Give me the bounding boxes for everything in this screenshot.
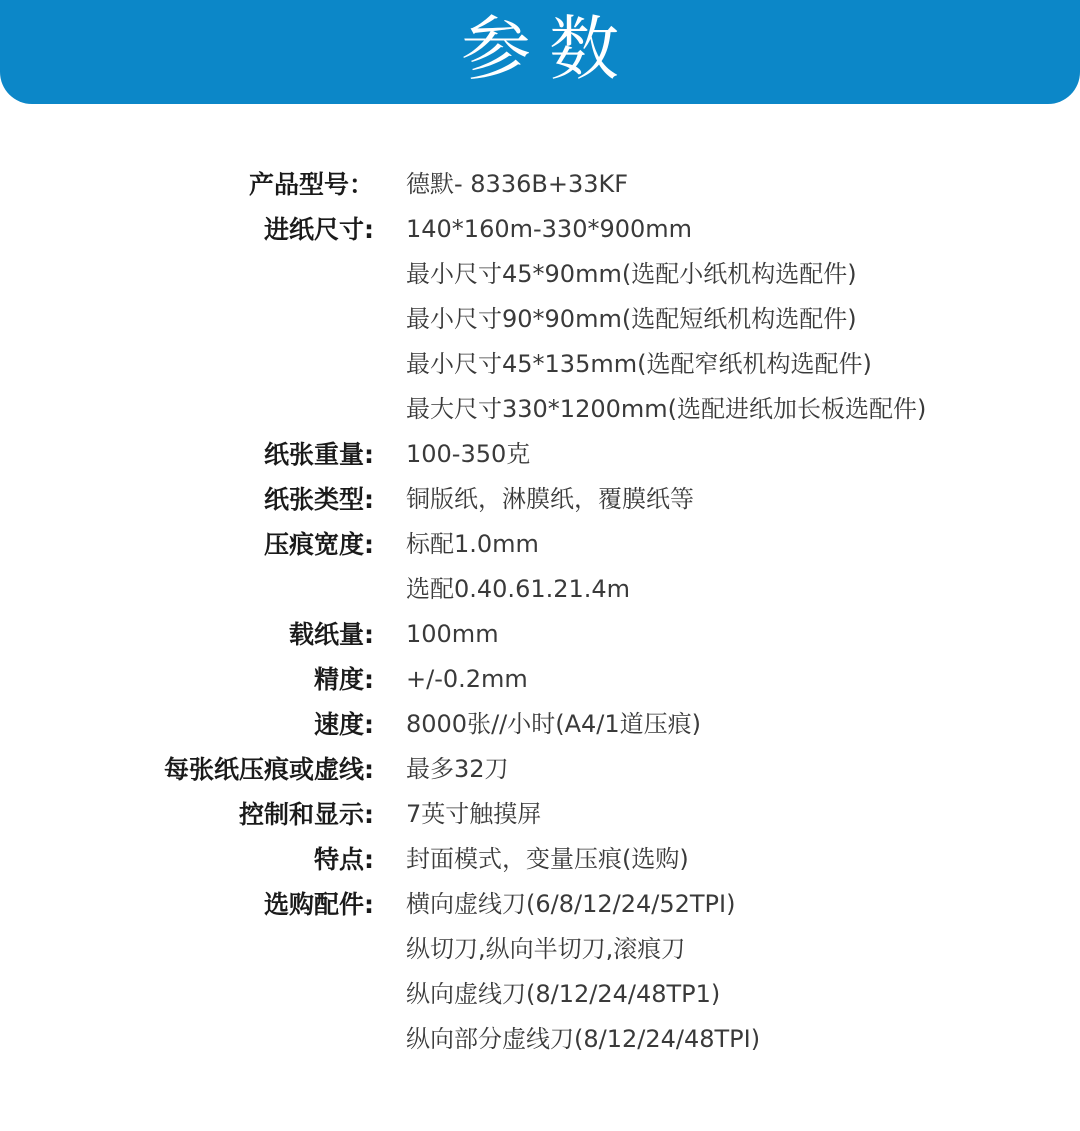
spec-label: 特点: xyxy=(314,845,374,874)
spec-label: 选购配件: xyxy=(264,890,374,919)
spec-values xyxy=(406,882,1080,1062)
spec-label: 精度: xyxy=(314,665,374,694)
spec-label: 压痕宽度: xyxy=(264,530,374,559)
page-title: 参数 xyxy=(461,8,637,90)
spec-value: 100-350克 xyxy=(406,440,531,468)
spec-value: 最大尺寸330*1200mm(选配进纸加长板选配件) xyxy=(406,395,927,423)
spec-row xyxy=(0,747,1080,792)
spec-row xyxy=(0,702,1080,747)
spec-row xyxy=(0,882,1080,1062)
spec-value: 最小尺寸45*90mm(选配小纸机构选配件) xyxy=(406,260,857,288)
spec-values xyxy=(406,702,1080,747)
spec-value: 德默- 8336B+33KF xyxy=(406,170,629,198)
spec-value: 标配1.0mm xyxy=(406,530,539,558)
spec-value: 140*160m-330*900mm xyxy=(406,215,693,243)
spec-label: 进纸尺寸: xyxy=(264,215,374,244)
spec-values xyxy=(406,477,1080,522)
spec-value: 100mm xyxy=(406,620,499,648)
spec-value: 封面模式，变量压痕(选购) xyxy=(406,845,689,873)
spec-values xyxy=(406,792,1080,837)
spec-label: 每张纸压痕或虚线: xyxy=(164,755,374,784)
spec-value: 铜版纸，淋膜纸，覆膜纸等 xyxy=(406,485,694,513)
spec-row xyxy=(0,522,1080,612)
spec-values xyxy=(406,162,1080,207)
spec-label: 速度: xyxy=(314,710,374,739)
spec-label: 纸张重量: xyxy=(264,440,374,469)
spec-value: 选配0.40.61.21.4m xyxy=(406,575,631,603)
spec-row xyxy=(0,657,1080,702)
spec-row xyxy=(0,612,1080,657)
spec-row xyxy=(0,792,1080,837)
spec-label: 纸张类型: xyxy=(264,485,374,514)
spec-value: 8000张//小时(A4/1道压痕) xyxy=(406,710,702,738)
spec-label: 控制和显示: xyxy=(239,800,374,829)
spec-label: 载纸量: xyxy=(289,620,374,649)
spec-value: +/-0.2mm xyxy=(406,665,528,693)
spec-value: 横向虚线刀(6/8/12/24/52TPI) xyxy=(406,890,736,918)
spec-row xyxy=(0,477,1080,522)
spec-values xyxy=(406,747,1080,792)
spec-value: 纵向部分虚线刀(8/12/24/48TPI) xyxy=(406,1025,761,1053)
spec-label: 产品型号： xyxy=(248,170,374,199)
spec-list xyxy=(0,162,1080,1062)
spec-row xyxy=(0,837,1080,882)
spec-values xyxy=(406,837,1080,882)
spec-value: 最多32刀 xyxy=(406,755,509,783)
spec-value: 最小尺寸45*135mm(选配窄纸机构选配件) xyxy=(406,350,872,378)
spec-value: 7英寸触摸屏 xyxy=(406,800,542,828)
spec-values xyxy=(406,657,1080,702)
spec-value: 最小尺寸90*90mm(选配短纸机构选配件) xyxy=(406,305,857,333)
header-banner xyxy=(0,0,1080,104)
spec-row xyxy=(0,432,1080,477)
spec-value: 纵向虚线刀(8/12/24/48TP1) xyxy=(406,980,721,1008)
spec-values xyxy=(406,522,1080,612)
spec-row xyxy=(0,162,1080,207)
spec-values xyxy=(406,432,1080,477)
spec-row xyxy=(0,207,1080,432)
spec-values xyxy=(406,612,1080,657)
spec-values xyxy=(406,207,1080,432)
spec-value: 纵切刀,纵向半切刀,滚痕刀 xyxy=(406,935,686,963)
